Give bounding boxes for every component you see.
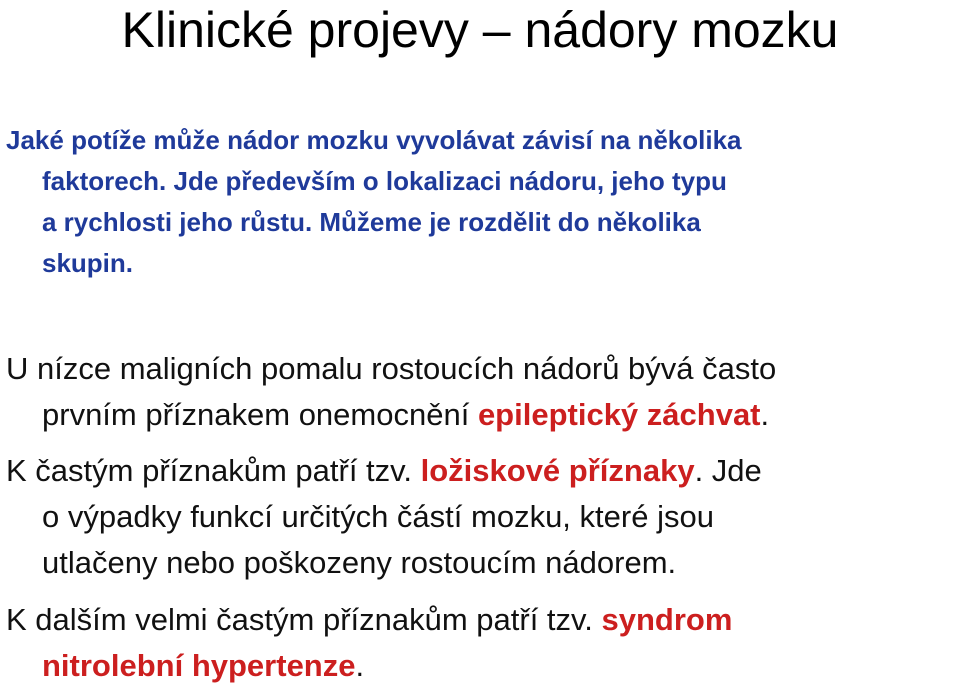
- intro-paragraph: [6, 120, 906, 284]
- para1-line-2-end: .: [760, 397, 770, 432]
- intro-line-4: skupin.: [42, 248, 134, 278]
- para2-line-1-end: . Jde: [694, 453, 762, 488]
- para2-line-3: utlačeny nebo poškozeny rostoucím nádorem.: [42, 545, 677, 580]
- para3-line-2-end: .: [355, 648, 365, 683]
- para3-line-1: [6, 597, 956, 643]
- paragraph-low-grade: [6, 346, 956, 438]
- paragraph-hypertension: [6, 597, 956, 689]
- para2-line-1: [6, 448, 956, 494]
- para3-line-2: [6, 643, 956, 689]
- highlight-focal-symptoms: ložiskové příznaky: [420, 453, 695, 488]
- intro-line-3: a rychlosti jeho růstu. Můžeme je rozdělit do několika: [42, 207, 701, 237]
- para2-line-1-text: K častým příznakům patří tzv.: [6, 453, 421, 488]
- para3-line-1-text: K dalším velmi častým příznakům patří tzv.: [6, 602, 602, 637]
- highlight-intracranial-hypertension: nitrolební hypertenze: [42, 648, 356, 683]
- intro-line-1: Jaké potíže může nádor mozku vyvolávat závisí na několika: [6, 125, 742, 155]
- highlight-epileptic-seizure: epileptický záchvat: [477, 397, 761, 432]
- para2-line-2: o výpadky funkcí určitých částí mozku, které jsou: [42, 499, 714, 534]
- para1-line-2: [6, 392, 956, 438]
- highlight-syndrome: syndrom: [601, 602, 733, 637]
- slide-title: Klinické projevy – nádory mozku: [121, 2, 839, 58]
- paragraph-focal-symptoms: [6, 448, 956, 586]
- para1-line-2-text: prvním příznakem onemocnění: [42, 397, 478, 432]
- para1-line-1: U nízce maligních pomalu rostoucích nádorů bývá často: [6, 351, 777, 386]
- intro-line-2: faktorech. Jde především o lokalizaci nádoru, jeho typu: [42, 166, 727, 196]
